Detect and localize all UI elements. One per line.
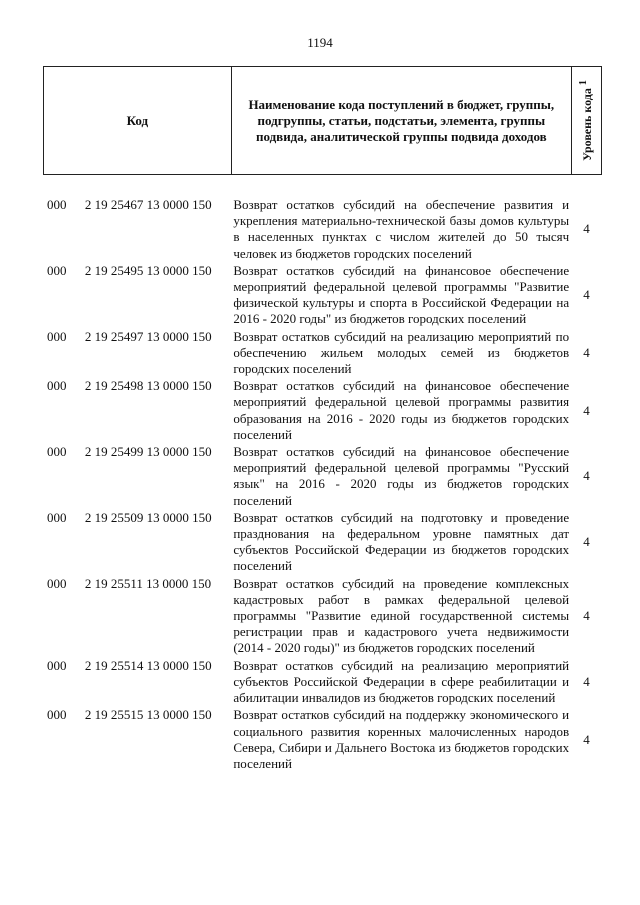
table-row (43, 576, 602, 657)
header-level-text (578, 80, 595, 161)
row-name: Возврат остатков субсидий на подготовку и проведение празднования на федеральном уровне памятных дат субъектов Российской Федерации из бюджетов городских поселений (233, 509, 570, 574)
row-level: 4 (583, 731, 590, 747)
row-prefix: 000 (47, 444, 67, 460)
table-row (43, 329, 602, 378)
row-level: 4 (583, 402, 590, 418)
row-code: 2 19 25515 13 0000 150 (84, 707, 212, 723)
row-name: Возврат остатков субсидий на реализацию мероприятий по обеспечению жильем молодых семей из бюджетов городских поселений (233, 328, 570, 377)
row-name: Возврат остатков субсидий на поддержку экономического и социального развития коренных малочисленных народов Севера, Сибири и Дальнего Востока из бюджетов городских поселений (233, 707, 570, 771)
table-row (43, 263, 602, 328)
table-header (43, 66, 602, 175)
table-row (43, 707, 602, 772)
row-code: 2 19 25509 13 0000 150 (84, 509, 212, 525)
row-code: 2 19 25514 13 0000 150 (84, 657, 212, 673)
table-row (43, 658, 602, 707)
row-code: 2 19 25467 13 0000 150 (84, 197, 212, 212)
table-row (43, 510, 602, 575)
row-name: Возврат остатков субсидий на обеспечение развития и укрепления материально-технической базы домов культуры в населенных пунктах с числом жителей до 50 тысяч человек из бюджетов городских поселений (233, 197, 570, 261)
row-level: 4 (583, 673, 590, 689)
row-prefix: 000 (47, 657, 67, 673)
row-code: 2 19 25497 13 0000 150 (84, 328, 212, 344)
row-prefix: 000 (47, 707, 67, 723)
row-name: Возврат остатков субсидий на финансовое обеспечение мероприятий федеральной целевой программы развития образования на 2016 - 2020 годы из бюджетов городских поселений (233, 378, 570, 442)
row-prefix: 000 (47, 509, 67, 525)
row-code: 2 19 25499 13 0000 150 (84, 444, 212, 460)
row-level: 4 (583, 221, 590, 237)
row-level: 4 (583, 608, 590, 624)
table-row (43, 197, 602, 262)
row-prefix: 000 (47, 262, 67, 278)
page-number: 1194 (307, 35, 333, 50)
row-level: 4 (583, 287, 590, 303)
row-level: 4 (583, 344, 590, 360)
row-level: 4 (583, 468, 590, 484)
row-code: 2 19 25498 13 0000 150 (84, 378, 212, 394)
header-level (572, 67, 601, 174)
header-level-label: Уровень кода (580, 88, 594, 161)
row-name: Возврат остатков субсидий на реализацию мероприятий субъектов Российской Федерации в сфере реабилитации и абилитации инвалидов из бюджетов городских поселений (233, 657, 570, 706)
table-row (43, 444, 602, 509)
header-name: Наименование кода поступлений в бюджет, группы, подгруппы, статьи, подстатьи, элемента, группы подвида, аналитической группы подвида доходов (232, 67, 572, 174)
row-code: 2 19 25495 13 0000 150 (84, 262, 212, 278)
row-prefix: 000 (47, 378, 67, 394)
row-prefix: 000 (47, 197, 67, 212)
table-row (43, 378, 602, 443)
row-name: Возврат остатков субсидий на проведение комплексных кадастровых работ в рамках федеральной целевой программы "Развитие единой государственной системы регистрации прав и кадастрового учета недвижимости (2014 - 2020 годы)" из бюджетов городских поселений (233, 575, 570, 656)
row-level: 4 (583, 534, 590, 550)
row-prefix: 000 (47, 575, 67, 591)
table-body (43, 197, 602, 773)
row-prefix: 000 (47, 328, 67, 344)
header-level-footnote: 1 (578, 80, 589, 86)
row-name: Возврат остатков субсидий на финансовое обеспечение мероприятий федеральной целевой программы "Развитие физической культуры и спорта в Российской Федерации на 2016 - 2020 годы" из бюджетов городских поселений (233, 262, 570, 327)
row-code: 2 19 25511 13 0000 150 (84, 575, 212, 591)
header-code: Код (44, 67, 232, 174)
row-name: Возврат остатков субсидий на финансовое обеспечение мероприятий федеральной целевой программы "Русский язык" на 2016 - 2020 годы из бюджетов городских поселений (233, 444, 570, 508)
